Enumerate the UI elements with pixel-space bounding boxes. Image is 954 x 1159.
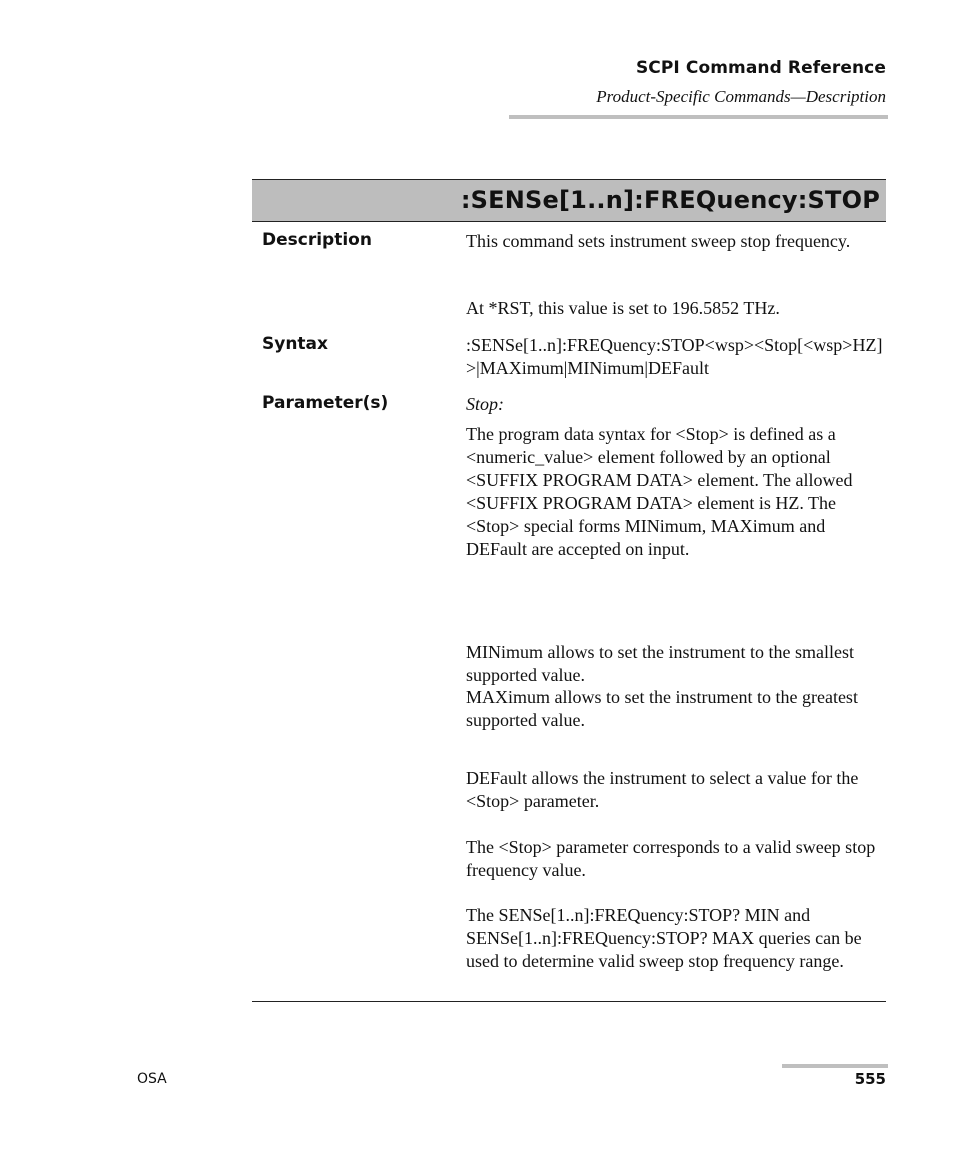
header-divider bbox=[509, 115, 888, 119]
command-title-bar bbox=[252, 179, 886, 222]
description-text-1: This command sets instrument sweep stop frequency. bbox=[466, 231, 851, 251]
parameter-name: Stop: bbox=[466, 394, 504, 414]
footer-product: OSA bbox=[137, 1071, 167, 1087]
syntax-text: :SENSe[1..n]:FREQuency:STOP<wsp><Stop[<wsp>HZ]>|MAXimum|MINimum|DEFault bbox=[466, 335, 883, 378]
footer-divider bbox=[782, 1064, 888, 1068]
parameter-text-minimum: MINimum allows to set the instrument to the smallest supported value. bbox=[466, 642, 854, 685]
parameter-text-1: The program data syntax for <Stop> is defined as a <numeric_value> element followed by an optional <SUFFIX PROGRAM DATA> element. The allowed <SUFFIX PROGRAM DATA> element is HZ. The <Stop> special forms MINimum, MAXimum and DEFault are accepted on input. bbox=[466, 424, 853, 559]
description-label: Description bbox=[262, 230, 372, 250]
command-title: :SENSe[1..n]:FREQuency:STOP bbox=[460, 186, 880, 214]
syntax-label: Syntax bbox=[262, 334, 328, 354]
parameter-text-maximum: MAXimum allows to set the instrument to the greatest supported value. bbox=[466, 687, 858, 730]
header-subtitle: Product-Specific Commands—Description bbox=[596, 87, 886, 106]
parameter-text-4: The <Stop> parameter corresponds to a valid sweep stop frequency value. bbox=[466, 837, 876, 880]
page-number: 555 bbox=[854, 1070, 886, 1088]
parameter-text-5: The SENSe[1..n]:FREQuency:STOP? MIN and SENSe[1..n]:FREQuency:STOP? MAX queries can be used to determine valid sweep stop frequency range. bbox=[466, 905, 862, 971]
description-text-2: At *RST, this value is set to 196.5852 THz. bbox=[466, 298, 780, 318]
header-title: SCPI Command Reference bbox=[635, 58, 886, 78]
table-bottom-rule bbox=[252, 1001, 886, 1002]
parameters-label: Parameter(s) bbox=[262, 393, 389, 413]
parameter-text-default: DEFault allows the instrument to select a value for the <Stop> parameter. bbox=[466, 768, 859, 811]
